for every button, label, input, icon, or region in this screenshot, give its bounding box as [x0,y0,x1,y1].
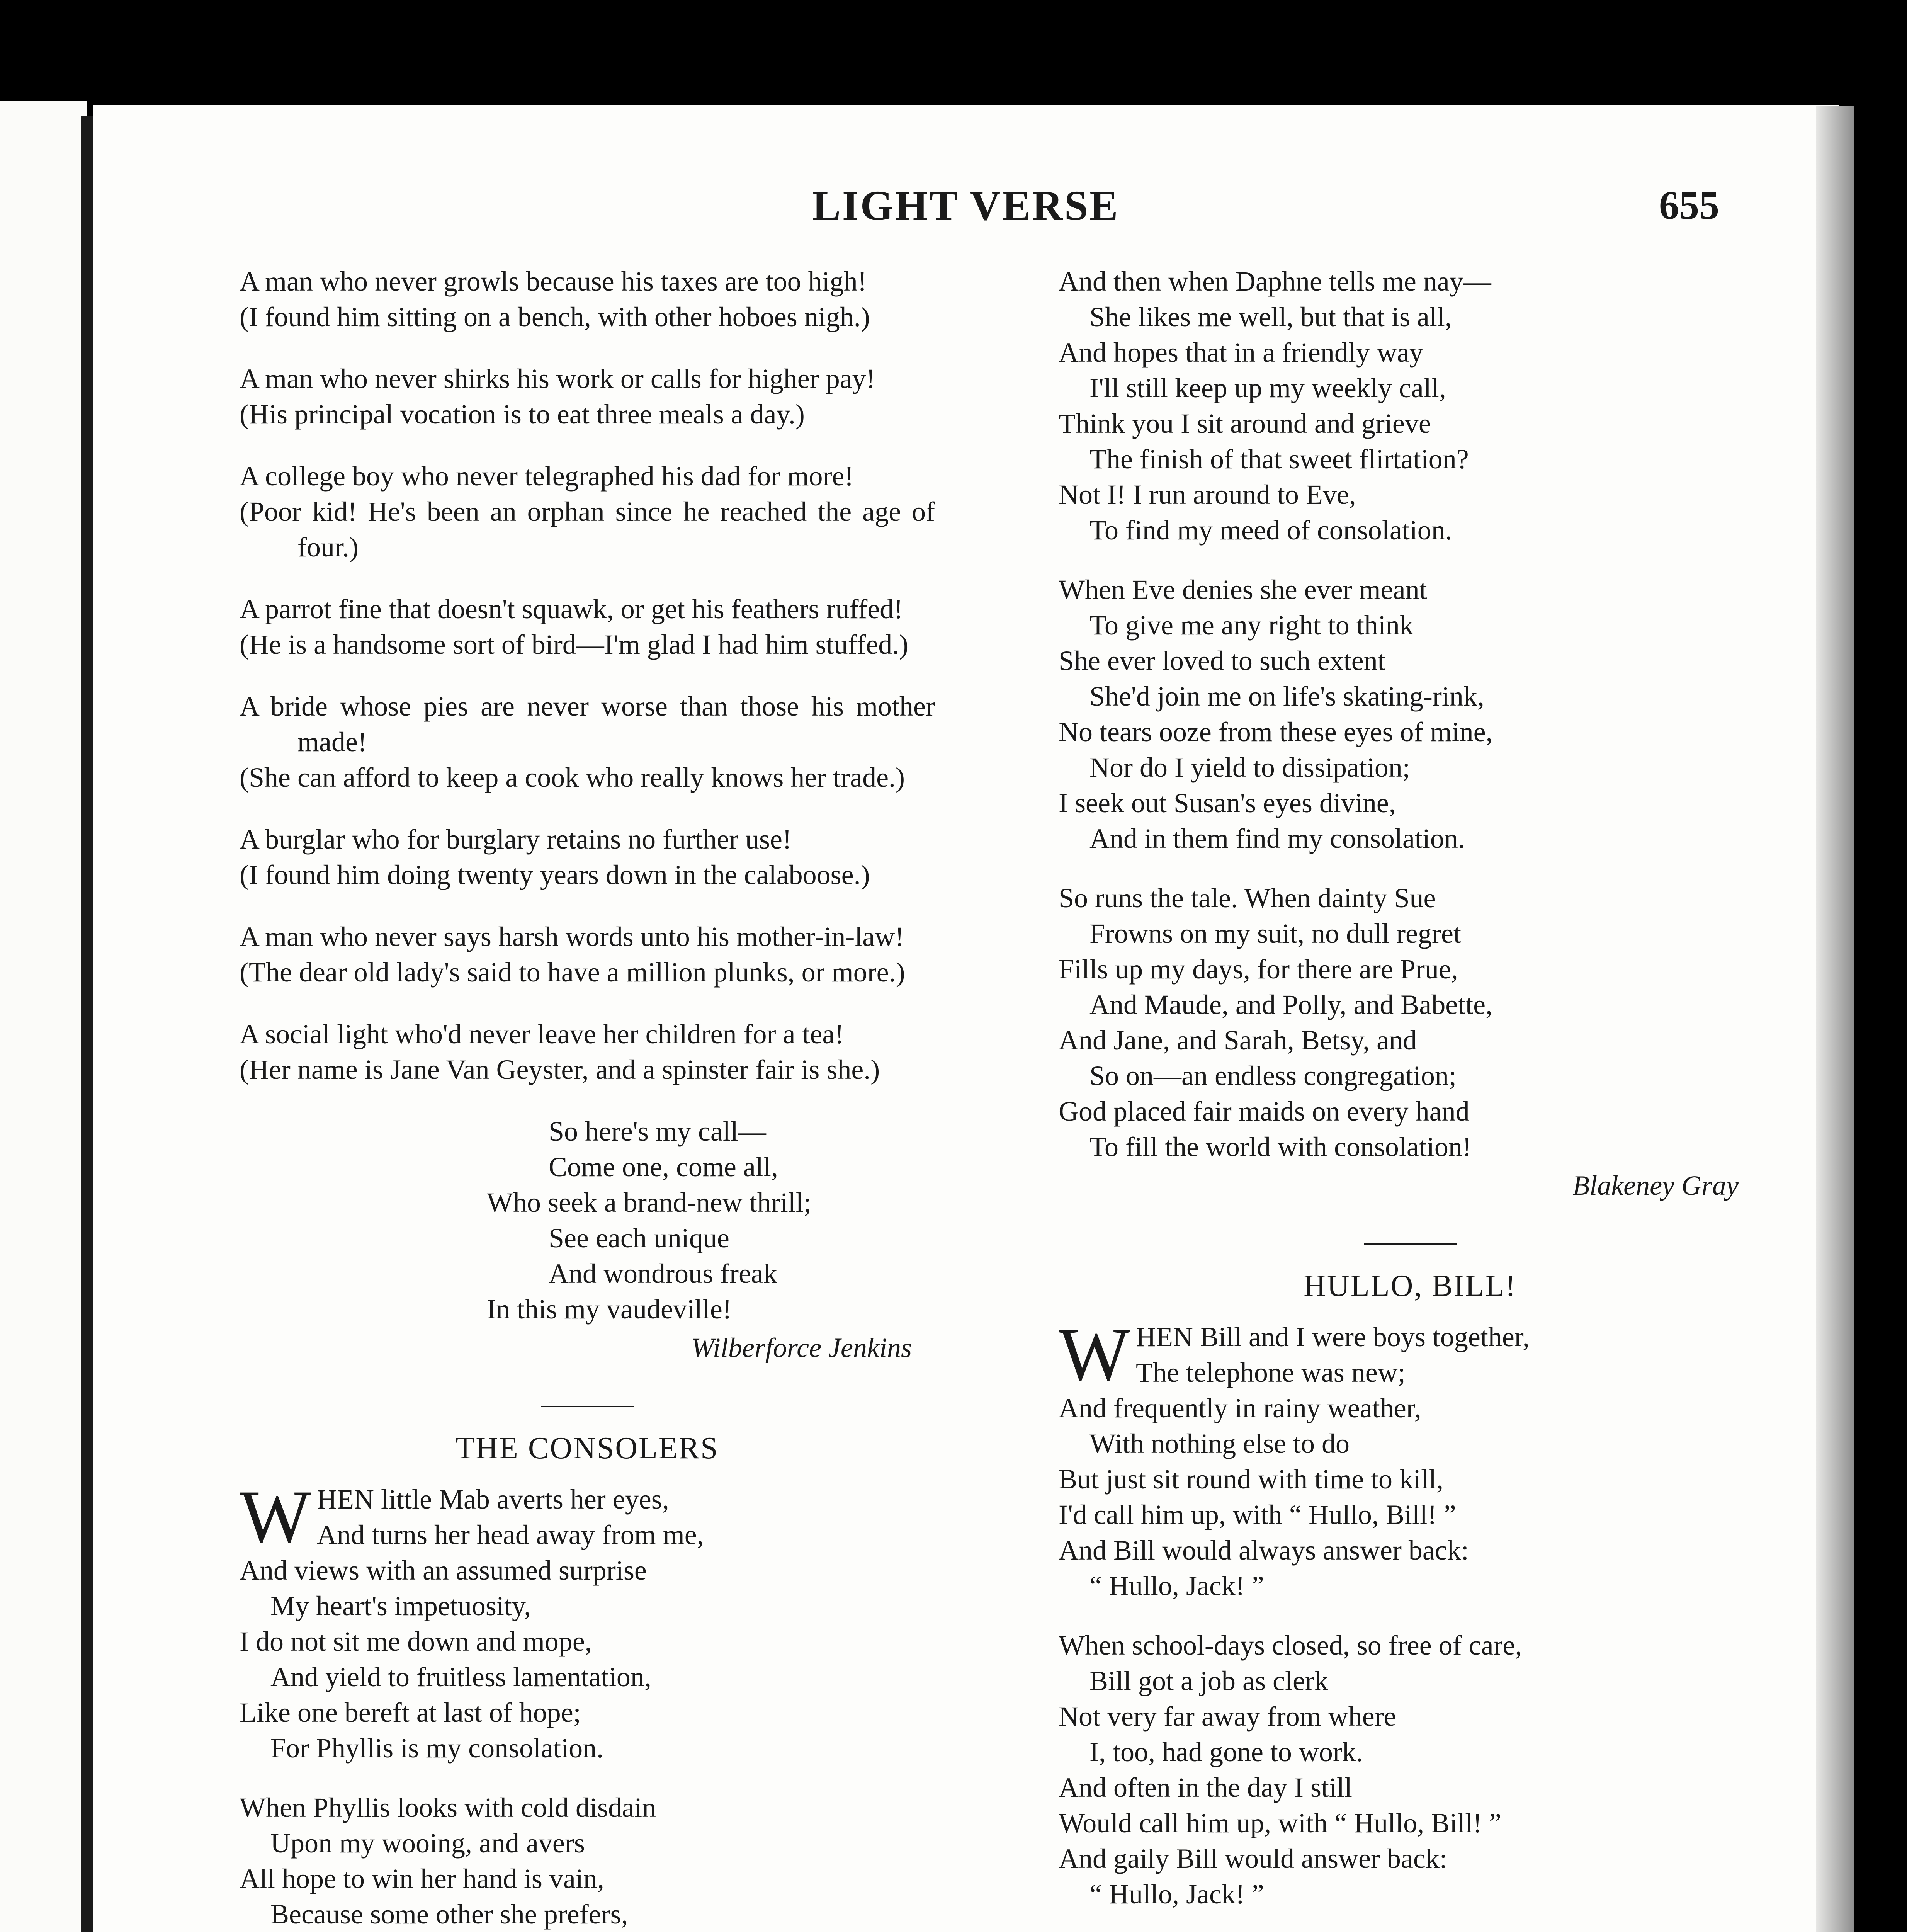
book-gutter [81,116,93,1932]
verse-line: And then when Daphne tells me nay— [1059,266,1491,297]
verse-line: Upon my wooing, and avers [270,1828,585,1859]
verse-line: And wondrous freak [549,1258,777,1289]
verse-line: Because some other she prefers, [270,1899,628,1930]
verse-line: God placed fair maids on every hand [1059,1096,1470,1127]
verse-couplet [240,919,935,990]
verse-line: Who seek a brand-new thrill; [487,1187,811,1218]
verse-line: So here's my call— [549,1116,766,1147]
page-number: 655 [1659,183,1719,228]
verse-line: No tears ooze from these eyes of mine, [1059,716,1493,747]
verse-line: I, too, had gone to work. [1089,1736,1363,1767]
verse-line: The finish of that sweet flirtation? [1089,444,1469,474]
poem-title: HULLO, BILL! [1304,1269,1517,1303]
verse-line: I'll still keep up my weekly call, [1089,372,1446,403]
verse-line: All hope to win her hand is vain, [240,1863,604,1894]
verse-aside: (She can afford to keep a cook who really knows her trade.) [240,762,905,793]
verse-line: Not very far away from where [1059,1701,1396,1732]
verse-line: Nor do I yield to dissipation; [1089,752,1410,783]
verse-line: And yield to fruitless lamentation, [270,1662,651,1692]
author-credit: Wilberforce Jenkins [691,1332,912,1363]
verse-line: Come one, come all, [549,1151,778,1182]
verse-line: A burglar who for burglary retains no further use! [240,824,792,855]
verse-line: She likes me well, but that is all, [1089,301,1452,332]
verse-line: And hopes that in a friendly way [1059,337,1423,368]
verse-line: A man who never growls because his taxes are too high! [240,266,867,297]
stanza [1059,880,1762,1165]
verse-line: And often in the day I still [1059,1772,1352,1803]
verse-line: And views with an assumed surprise [240,1555,647,1586]
running-head: LIGHT VERSE [812,182,1120,229]
verse-line: The telephone was new; [1136,1357,1406,1388]
verse-line: I'd call him up, with “ Hullo, Bill! ” [1059,1499,1456,1530]
verse-couplet [240,458,935,565]
section-rule [1364,1243,1457,1245]
verse-line: “ Hullo, Jack! ” [1089,1570,1264,1601]
verse-couplet [240,821,935,893]
verse-line: A bride whose pies are never worse than those his mother made! [240,691,935,757]
verse-line: Bill got a job as clerk [1089,1665,1328,1696]
verse-line: A parrot fine that doesn't squawk, or get his feathers ruffed! [240,594,903,624]
verse-line: I do not sit me down and mope, [240,1626,592,1657]
verse-line: So on—an endless congregation; [1089,1060,1457,1091]
facing-page-edge [0,101,87,1932]
verse-line: And gaily Bill would answer back: [1059,1843,1447,1874]
verse-aside: (Poor kid! He's been an orphan since he reached the age of four.) [240,496,935,563]
verse-line: Fills up my days, for there are Prue, [1059,954,1458,985]
verse-line: HEN little Mab averts her eyes, [317,1484,669,1515]
magazine-page [93,105,1839,1932]
verse-line: In this my vaudeville! [487,1294,732,1325]
poem-title: THE CONSOLERS [456,1431,719,1465]
verse-line: See each unique [549,1223,729,1253]
stanza [1059,572,1762,856]
verse-line: My heart's impetuosity, [270,1590,531,1621]
verse-line: To give me any right to think [1089,610,1414,641]
verse-line: And Jane, and Sarah, Betsy, and [1059,1025,1417,1056]
drop-cap: W [1059,1313,1130,1396]
verse-line: She'd join me on life's skating-rink, [1089,681,1484,712]
verse-aside: (I found him doing twenty years down in the calaboose.) [240,859,870,890]
left-column [240,264,935,1932]
verse-line: A social light who'd never leave her children for a tea! [240,1019,844,1049]
verse-line: Think you I sit around and grieve [1059,408,1431,439]
stanza [240,1790,935,1932]
stanza [1059,1628,1762,1912]
verse-line: A college boy who never telegraphed his dad for more! [240,461,854,492]
verse-line: And Bill would always answer back: [1059,1535,1469,1566]
author-credit: Blakeney Gray [1572,1170,1739,1201]
verse-line: When school-days closed, so free of care, [1059,1630,1522,1661]
verse-couplet [240,1016,935,1087]
verse-line: With nothing else to do [1089,1428,1350,1459]
verse-aside: (His principal vocation is to eat three meals a day.) [240,399,805,430]
page-edge-shadow [1816,106,1854,1932]
verse-couplet [240,264,935,335]
verse-line: And Maude, and Polly, and Babette, [1089,989,1493,1020]
verse-line: Like one bereft at last of hope; [240,1697,581,1728]
verse-line: When Eve denies she ever meant [1059,574,1427,605]
verse-line: And turns her head away from me, [317,1519,704,1550]
verse-line: Frowns on my suit, no dull regret [1089,918,1461,949]
verse-line: Not I! I run around to Eve, [1059,479,1356,510]
stanza [1059,1313,1762,1604]
closing-stanza [240,1114,935,1327]
verse-line: “ Hullo, Jack! ” [1089,1879,1264,1910]
verse-line: To find my meed of consolation. [1089,515,1452,546]
verse-aside: (Her name is Jane Van Geyster, and a spinster fair is she.) [240,1054,880,1085]
verse-line: But just sit round with time to kill, [1059,1464,1444,1495]
verse-line: And in them find my consolation. [1089,823,1465,854]
verse-line: For Phyllis is my consolation. [270,1733,604,1764]
section-rule [541,1406,634,1407]
verse-aside: (He is a handsome sort of bird—I'm glad I had him stuffed.) [240,629,909,660]
verse-line: When Phyllis looks with cold disdain [240,1792,656,1823]
verse-couplet [240,361,935,432]
verse-aside: (The dear old lady's said to have a million plunks, or more.) [240,957,905,988]
verse-couplet [240,591,935,662]
verse-line: To fill the world with consolation! [1089,1131,1472,1162]
drop-cap: W [240,1475,311,1559]
right-column [1059,264,1762,1932]
verse-line: Would call him up, with “ Hullo, Bill! ” [1059,1808,1502,1838]
verse-aside: (I found him sitting on a bench, with other hoboes nigh.) [240,301,870,332]
verse-line: HEN Bill and I were boys together, [1136,1321,1530,1352]
stanza [240,1475,935,1766]
page-header [93,175,1839,236]
verse-couplet [240,689,935,795]
verse-line: A man who never says harsh words unto his mother-in-law! [240,921,904,952]
verse-line: A man who never shirks his work or calls for higher pay! [240,363,875,394]
verse-line: And frequently in rainy weather, [1059,1393,1421,1423]
verse-line: She ever loved to such extent [1059,645,1385,676]
stanza [1059,264,1762,548]
verse-line: I seek out Susan's eyes divine, [1059,787,1396,818]
verse-line: So runs the tale. When dainty Sue [1059,883,1436,913]
